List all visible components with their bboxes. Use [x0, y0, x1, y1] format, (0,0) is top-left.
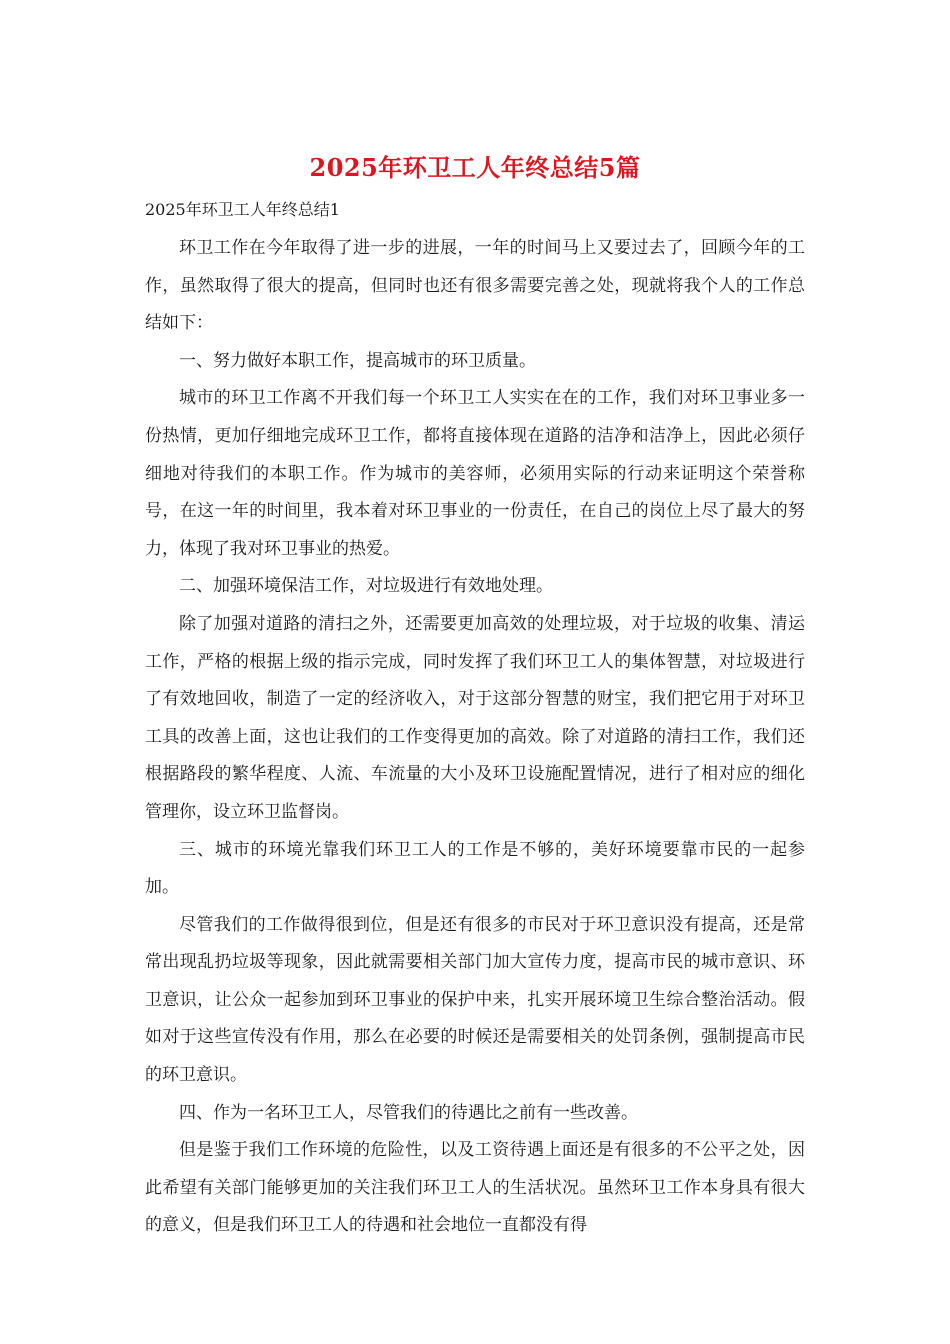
paragraph-intro: 环卫工作在今年取得了进一步的进展，一年的时间马上又要过去了，回顾今年的工作，虽然取得了很大的提高，但同时也还有很多需要完善之处，现就将我个人的工作总结如下： — [145, 238, 805, 334]
section-subtitle: 2025年环卫工人年终总结1 — [145, 200, 340, 219]
heading-section-2: 二、加强环境保洁工作，对垃圾进行有效地处理。 — [179, 576, 553, 597]
heading-section-3: 三、城市的环境光靠我们环卫工人的工作是不够的，美好环境要靠市民的一起参加。 — [145, 839, 805, 898]
heading-section-4: 四、作为一名环卫工人，尽管我们的待遇比之前有一些改善。 — [179, 1102, 638, 1123]
paragraph-section-3: 尽管我们的工作做得很到位，但是还有很多的市民对于环卫意识没有提高，还是常常出现乱扔垃圾等现象，因此就需要相关部门加大宣传力度，提高市民的城市意识、环卫意识，让公众一起参加到环卫事业的保护中来，扎实开展环境卫生综合整治活动。假如对于这些宣传没有作用，那么在必要的时候还是需要相关的处罚条例，强制提高市民的环卫意识。 — [145, 914, 805, 1086]
paragraph-section-2: 除了加强对道路的清扫之外，还需要更加高效的处理垃圾，对于垃圾的收集、清运工作，严格的根据上级的指示完成，同时发挥了我们环卫工人的集体智慧，对垃圾进行了有效地回收，制造了一定的经济收入，对于这部分智慧的财宝，我们把它用于对环卫工具的改善上面，这也让我们的工作变得更加的高效。除了对道路的清扫工作，我们还根据路段的繁华程度、人流、车流量的大小及环卫设施配置情况，进行了相对应的细化管理你，设立环卫监督岗。 — [145, 613, 805, 822]
heading-section-1: 一、努力做好本职工作，提高城市的环卫质量。 — [179, 350, 536, 371]
document-title: 2025年环卫工人年终总结5篇 — [309, 153, 641, 182]
paragraph-section-1: 城市的环卫工作离不开我们每一个环卫工人实实在在的工作，我们对环卫事业多一份热情，更加仔细地完成环卫工作，都将直接体现在道路的洁净和洁净上，因此必须仔细地对待我们的本职工作。作为城市的美容师，必须用实际的行动来证明这个荣誉称号，在这一年的时间里，我本着对环卫事业的一份责任，在自己的岗位上尽了最大的努力，体现了我对环卫事业的热爱。 — [145, 388, 805, 559]
paragraph-section-4: 但是鉴于我们工作环境的危险性，以及工资待遇上面还是有很多的不公平之处，因此希望有关部门能够更加的关注我们环卫工人的生活状况。虽然环卫工作本身具有很大的意义，但是我们环卫工人的待遇和社会地位一直都没有得 — [145, 1140, 805, 1236]
document-body — [145, 230, 805, 1245]
